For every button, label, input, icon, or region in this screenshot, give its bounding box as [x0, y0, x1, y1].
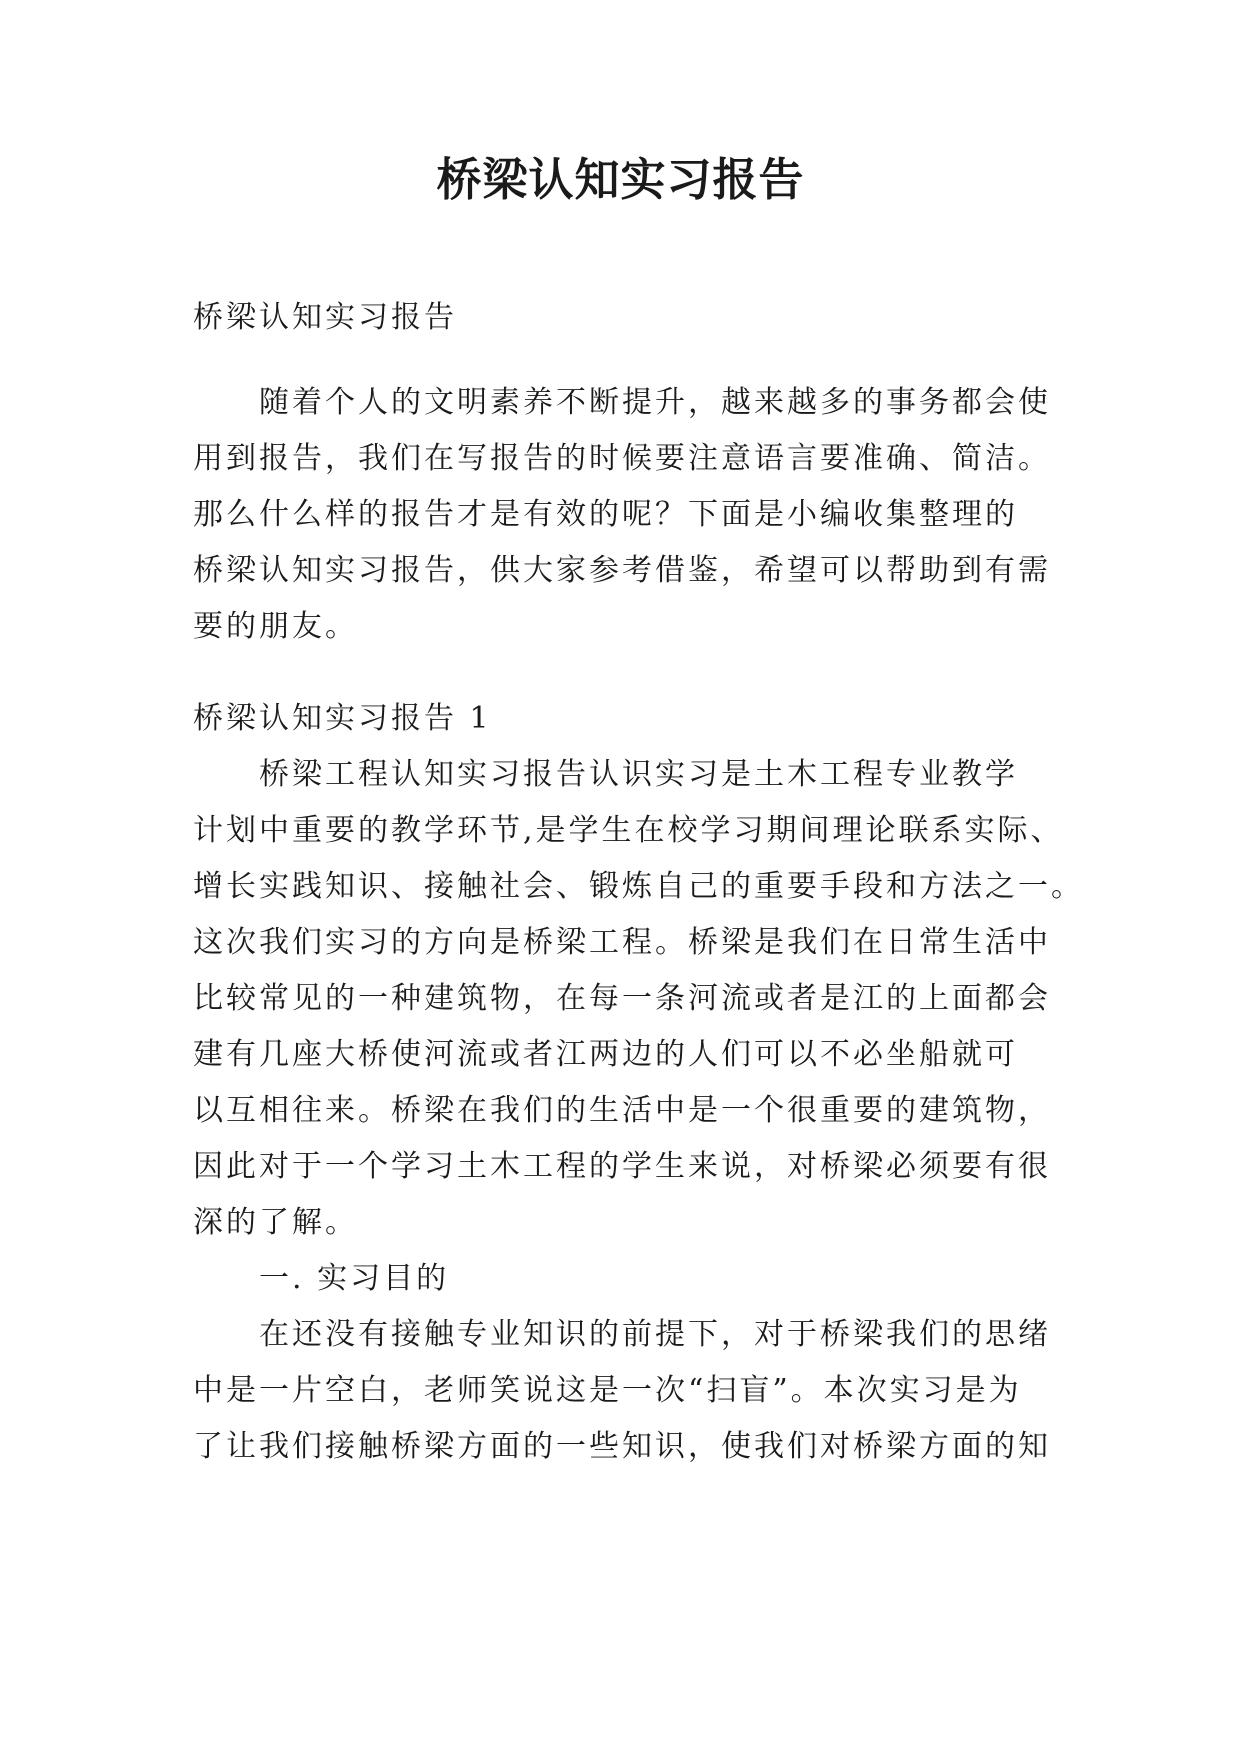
paragraph-line: 建有几座大桥使河流或者江两边的人们可以不必坐船就可	[193, 1037, 1018, 1072]
paragraph-line: 以互相往来。桥梁在我们的生活中是一个很重要的建筑物，	[193, 1093, 1051, 1128]
paragraph-line: 那么什么样的报告才是有效的呢？下面是小编收集整理的	[193, 497, 1018, 532]
paragraph-line: 深的了解。	[193, 1205, 358, 1240]
paragraph-line: 桥梁工程认知实习报告认识实习是土木工程专业教学	[259, 757, 1018, 792]
paragraph-line: 这次我们实习的方向是桥梁工程。桥梁是我们在日常生活中	[193, 925, 1051, 960]
paragraph-line: 了让我们接触桥梁方面的一些知识，使我们对桥梁方面的知	[193, 1429, 1051, 1464]
paragraph-line: 桥梁认知实习报告，供大家参考借鉴，希望可以帮助到有需	[193, 553, 1051, 588]
document-title: 桥梁认知实习报告	[436, 153, 805, 206]
paragraph-line: 在还没有接触专业知识的前提下，对于桥梁我们的思绪	[259, 1317, 1051, 1352]
paragraph-line: 要的朋友。	[193, 609, 358, 644]
purpose-heading-wrap	[193, 1251, 1053, 1307]
section-heading: 桥梁认知实习报告 1	[193, 701, 492, 736]
paragraph-line: 增长实践知识、接触社会、锻炼自己的重要手段和方法之一。	[193, 869, 1084, 904]
paragraph-line: 比较常见的一种建筑物，在每一条河流或者是江的上面都会	[193, 981, 1051, 1016]
report-paragraph-2	[193, 1307, 1053, 1475]
paragraph-line: 中是一片空白，老师笑说这是一次“扫盲”。本次实习是为	[193, 1373, 1022, 1408]
paragraph-line: 用到报告，我们在写报告的时候要注意语言要准确、简洁。	[193, 441, 1051, 476]
paragraph-line: 因此对于一个学习土木工程的学生来说，对桥梁必须要有很	[193, 1149, 1051, 1184]
paragraph-line: 随着个人的文明素养不断提升，越来越多的事务都会使	[259, 385, 1051, 420]
purpose-heading: 一. 实习目的	[259, 1261, 450, 1296]
intro-paragraph	[193, 375, 1053, 655]
document-subtitle: 桥梁认知实习报告	[193, 300, 457, 335]
report-paragraph-1	[193, 747, 1084, 1251]
paragraph-line: 计划中重要的教学环节,是学生在校学习期间理论联系实际、	[193, 813, 1064, 848]
